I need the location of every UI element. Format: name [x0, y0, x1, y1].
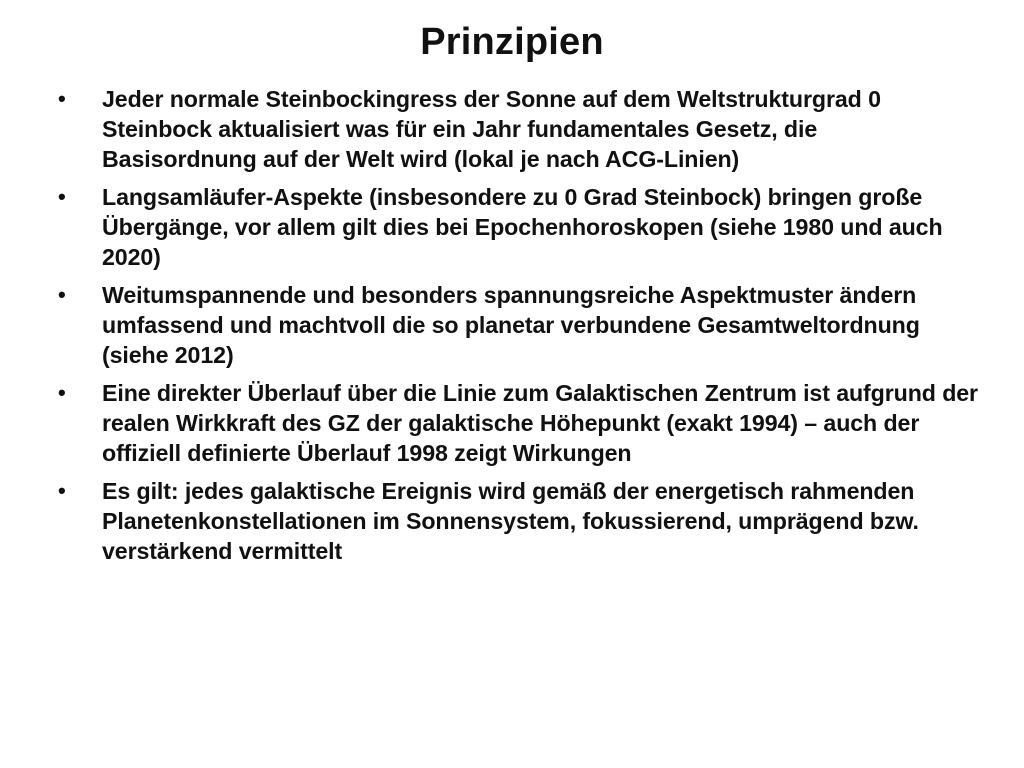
bullet-text: Eine direkter Überlauf über die Linie zum Galaktischen Zentrum ist aufgrund der realen Wirkkraft des GZ der galaktische Höhepunkt (exakt 1994) – auch der offiziell definierte Überlauf 1998 zeigt Wirkungen [102, 380, 978, 466]
slide-title: Prinzipien [420, 21, 604, 63]
bullet-text: Jeder normale Steinbockingress der Sonne auf dem Weltstrukturgrad 0 Steinbock aktualisiert was für ein Jahr fundamentales Gesetz, die Basisordnung auf der Welt wird (lokal je nach ACG-Linien) [102, 86, 881, 172]
bullet-item [58, 280, 978, 370]
bullet-item [58, 378, 978, 468]
bullet-text: Es gilt: jedes galaktische Ereignis wird gemäß der energetisch rahmenden Planetenkonstellationen im Sonnensystem, fokussierend, umprägend bzw. verstärkend vermittelt [102, 478, 919, 564]
bullet-item [58, 182, 978, 272]
bullet-text: Langsamläufer-Aspekte (insbesondere zu 0 Grad Steinbock) bringen große Übergänge, vor allem gilt dies bei Epochenhoroskopen (siehe 1980 und auch 2020) [102, 184, 943, 270]
bullet-dot-icon: • [58, 282, 66, 307]
bullet-dot-icon: • [58, 478, 66, 503]
bullet-item [58, 476, 978, 566]
bullet-dot-icon: • [58, 184, 66, 209]
bullet-text: Weitumspannende und besonders spannungsreiche Aspektmuster ändern umfassend und machtvoll die so planetar verbundene Gesamtweltordnung (siehe 2012) [102, 282, 920, 368]
bullet-dot-icon: • [58, 380, 66, 405]
bullet-dot-icon: • [58, 86, 66, 111]
bullet-list [58, 84, 978, 574]
bullet-item [58, 84, 978, 174]
